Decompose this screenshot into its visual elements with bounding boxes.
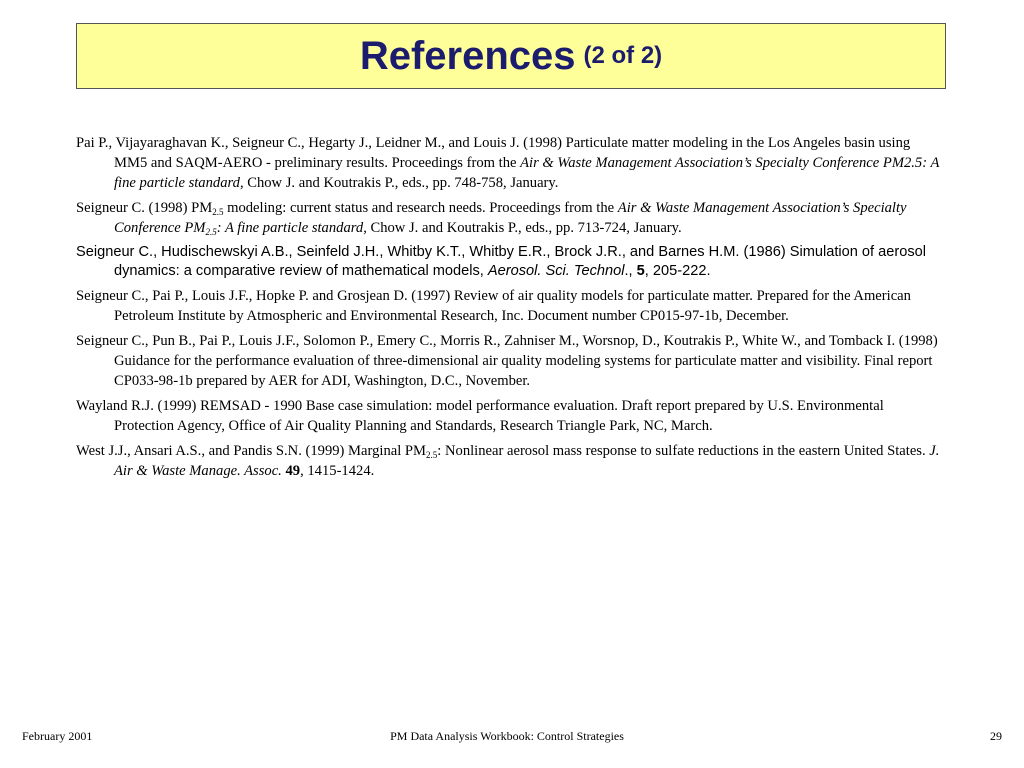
footer-date: February 2001 — [22, 729, 93, 743]
ref-text: , Chow J. and Koutrakis P., eds., pp. 713-724, January. — [363, 220, 682, 236]
slide-title-page-indicator: (2 of 2) — [583, 42, 663, 69]
reference-item — [76, 286, 944, 326]
ref-text: , 205-222. — [644, 263, 711, 279]
ref-text: Seigneur C., Hudischewskyi A.B., Seinfeld J.H., Whitby K.T., Whitby E.R., Brock J.R., and Barnes H.M. (1986) Simulation of aerosol dynamics: a comparative review of mathematical models, — [76, 244, 927, 279]
reference-item — [76, 441, 944, 481]
ref-text: Seigneur C., Pai P., Louis J.F., Hopke P. and Grosjean D. (1997) Review of air quality models for particulate matter. Prepared for the American Petroleum Institute by Atmospheric and Environmental Research, Inc. Document number CP015-97-1b, December. — [76, 288, 911, 324]
ref-volume: 49 — [285, 463, 301, 479]
ref-source-italic: : A fine particle standard — [216, 220, 364, 236]
reference-item — [76, 243, 944, 281]
ref-text: , 1415-1424. — [300, 463, 375, 479]
ref-text: West J.J., Ansari A.S., and Pandis S.N. (1999) Marginal PM — [76, 443, 427, 459]
ref-source-italic: Air & Waste Management Association’s Specialty Conference PM — [114, 200, 907, 236]
ref-text: ., — [624, 263, 637, 279]
title-box — [76, 23, 946, 89]
ref-source-italic: Air & Waste Management Association’s Specialty Conference PM2.5: A fine particle standard — [114, 155, 940, 191]
slide-title: References — [359, 33, 576, 78]
reference-list — [76, 133, 944, 486]
ref-text: Wayland R.J. (1999) REMSAD - 1990 Base case simulation: model performance evaluation. Draft report prepared by U.S. Environmental Protection Agency, Office of Air Quality Planning and Standards, Research Triangle Park, NC, March. — [76, 398, 884, 434]
reference-item — [76, 133, 944, 193]
footer-title: PM Data Analysis Workbook: Control Strategies — [390, 729, 624, 743]
reference-item — [76, 198, 944, 238]
ref-source-italic: Aerosol. Sci. Technol — [487, 263, 625, 279]
ref-text: Seigneur C., Pun B., Pai P., Louis J.F., Solomon P., Emery C., Morris R., Zahniser M., Worsnop, D., Koutrakis P., White W., and Tomback I. (1998) Guidance for the performance evaluation of three-dimensional air quality modeling systems for particulate matter and visibility. Final report CP033-98-1b prepared by AER for ADI, Washington, D.C., November. — [76, 333, 938, 389]
reference-item — [76, 331, 944, 391]
ref-text: : Nonlinear aerosol mass response to sulfate reductions in the eastern United States. — [437, 443, 930, 459]
ref-text: , Chow J. and Koutrakis P., eds., pp. 748-758, January. — [239, 175, 559, 191]
reference-item — [76, 396, 944, 436]
ref-text: modeling: current status and research needs. Proceedings from the — [223, 200, 618, 216]
ref-source-italic: J. Air & Waste Manage. Assoc. — [114, 443, 940, 479]
ref-text: Seigneur C. (1998) PM — [76, 200, 213, 216]
ref-subscript: 2.5 — [205, 227, 217, 237]
ref-subscript: 2.5 — [426, 450, 438, 460]
ref-volume: 5 — [636, 263, 645, 279]
footer-page-number: 29 — [990, 729, 1002, 743]
ref-subscript: 2.5 — [212, 207, 224, 217]
ref-text: Pai P., Vijayaraghavan K., Seigneur C., Hegarty J., Leidner M., and Louis J. (1998) Particulate matter modeling in the Los Angeles basin using MM5 and SAQM-AERO - preliminary results. Proceedings from the — [76, 135, 911, 171]
